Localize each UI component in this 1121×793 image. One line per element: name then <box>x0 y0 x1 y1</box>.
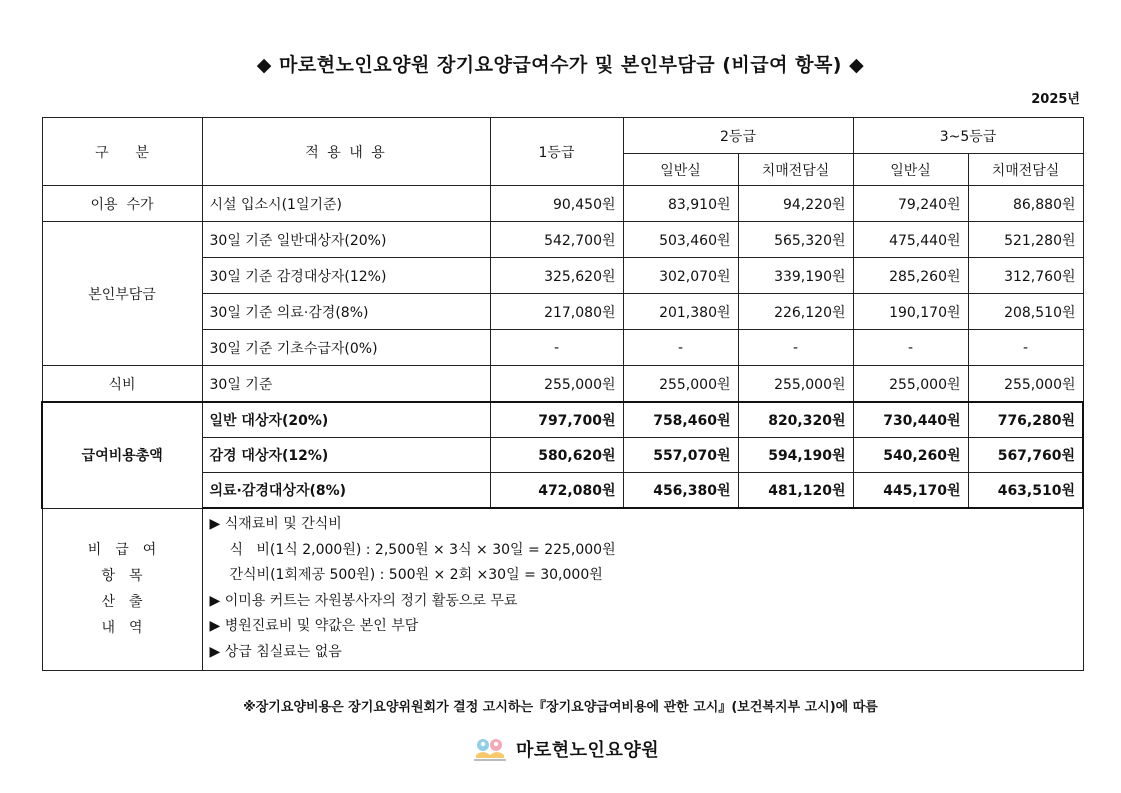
noncovered-label <box>42 508 202 671</box>
usage-value: 86,880원 <box>968 186 1083 222</box>
usage-desc: 시설 입소시(1일기준) <box>202 186 490 222</box>
total-desc: 감경 대상자(12%) <box>202 438 490 473</box>
copay-value: 201,380원 <box>623 294 738 330</box>
header-grade1: 1등급 <box>490 118 623 186</box>
total-row <box>42 402 1083 438</box>
header-grade35: 3~5등급 <box>853 118 1083 154</box>
meal-value: 255,000원 <box>490 366 623 403</box>
copay-value: 302,070원 <box>623 258 738 294</box>
header-grade2-dementia: 치매전담실 <box>738 154 853 186</box>
usage-row <box>42 186 1083 222</box>
total-value: 540,260원 <box>853 438 968 473</box>
copay-value: 339,190원 <box>738 258 853 294</box>
usage-value: 79,240원 <box>853 186 968 222</box>
nursing-home-logo-icon <box>470 735 510 763</box>
total-value: 776,280원 <box>968 402 1083 438</box>
meal-desc: 30일 기준 <box>202 366 490 403</box>
usage-value: 83,910원 <box>623 186 738 222</box>
noncovered-details <box>202 508 1083 671</box>
noncovered-label-line: 비급여 <box>87 542 171 559</box>
header-category: 구 분 <box>42 118 202 186</box>
header-grade2-general: 일반실 <box>623 154 738 186</box>
copay-desc: 30일 기준 일반대상자(20%) <box>202 222 490 258</box>
copay-value: - <box>623 330 738 366</box>
copay-value: 475,440원 <box>853 222 968 258</box>
copay-value: 217,080원 <box>490 294 623 330</box>
copay-desc: 30일 기준 기초수급자(0%) <box>202 330 490 366</box>
noncovered-label-line: 항목 <box>101 568 157 585</box>
copay-label: 본인부담금 <box>42 222 202 366</box>
copay-value: 503,460원 <box>623 222 738 258</box>
total-value: 730,440원 <box>853 402 968 438</box>
copay-value: - <box>853 330 968 366</box>
usage-value: 94,220원 <box>738 186 853 222</box>
header-grade35-general: 일반실 <box>853 154 968 186</box>
total-value: 456,380원 <box>623 473 738 509</box>
meal-value: 255,000원 <box>968 366 1083 403</box>
brand-name: 마로현노인요양원 <box>516 740 660 761</box>
copay-value: 542,700원 <box>490 222 623 258</box>
year-label: 2025년 <box>1031 92 1080 107</box>
header-grade35-dementia: 치매전담실 <box>968 154 1083 186</box>
page-title: ◆ 마로현노인요양원 장기요양급여수가 및 본인부담금 (비급여 항목) ◆ <box>256 54 865 76</box>
copay-value: 190,170원 <box>853 294 968 330</box>
copay-value: 565,320원 <box>738 222 853 258</box>
total-value: 463,510원 <box>968 473 1083 509</box>
meal-label: 식비 <box>42 366 202 403</box>
copay-desc: 30일 기준 감경대상자(12%) <box>202 258 490 294</box>
total-value: 481,120원 <box>738 473 853 509</box>
copay-value: - <box>968 330 1083 366</box>
noncovered-line: ▶ 병원진료비 및 약값은 본인 부담 <box>209 618 419 634</box>
noncovered-line: ▶ 이미용 커트는 자원봉사자의 정기 활동으로 무료 <box>209 592 518 609</box>
total-value: 797,700원 <box>490 402 623 438</box>
brand <box>470 735 659 763</box>
noncovered-row <box>42 508 1083 671</box>
copay-value: 325,620원 <box>490 258 623 294</box>
total-desc: 의료·감경대상자(8%) <box>202 473 490 509</box>
total-value: 758,460원 <box>623 402 738 438</box>
noncovered-line: 간식비(1회제공 500원) : 500원 × 2회 ×30일 = 30,000원 <box>229 567 603 583</box>
noncovered-label-line: 산출 <box>101 594 157 611</box>
noncovered-line: ▶ 상급 침실료는 없음 <box>209 643 342 660</box>
total-value: 557,070원 <box>623 438 738 473</box>
total-value: 580,620원 <box>490 438 623 473</box>
total-value: 820,320원 <box>738 402 853 438</box>
total-value: 567,760원 <box>968 438 1083 473</box>
copay-desc: 30일 기준 의료·감경(8%) <box>202 294 490 330</box>
total-label: 급여비용총액 <box>42 402 202 508</box>
total-value: 594,190원 <box>738 438 853 473</box>
copay-value: 521,280원 <box>968 222 1083 258</box>
copay-value: - <box>490 330 623 366</box>
total-desc: 일반 대상자(20%) <box>202 402 490 438</box>
noncovered-label-line: 내역 <box>101 620 157 637</box>
total-value: 445,170원 <box>853 473 968 509</box>
copay-value: - <box>738 330 853 366</box>
noncovered-line: 식 비(1식 2,000원) : 2,500원 × 3식 × 30일 = 225,000원 <box>229 541 616 558</box>
meal-row <box>42 366 1083 403</box>
copay-value: 285,260원 <box>853 258 968 294</box>
copay-row <box>42 222 1083 258</box>
total-value: 472,080원 <box>490 473 623 509</box>
meal-value: 255,000원 <box>623 366 738 403</box>
header-content: 적 용 내 용 <box>202 118 490 186</box>
copay-value: 226,120원 <box>738 294 853 330</box>
meal-value: 255,000원 <box>853 366 968 403</box>
copay-value: 312,760원 <box>968 258 1083 294</box>
usage-value: 90,450원 <box>490 186 623 222</box>
header-grade2: 2등급 <box>623 118 853 154</box>
header-row-1 <box>42 118 1083 154</box>
usage-label: 이용 수가 <box>42 186 202 222</box>
meal-value: 255,000원 <box>738 366 853 403</box>
copay-value: 208,510원 <box>968 294 1083 330</box>
noncovered-line: ▶ 식재료비 및 간식비 <box>209 516 342 532</box>
footer-note: ※장기요양비용은 장기요양위원회가 결정 고시하는『장기요양급여비용에 관한 고시』(보건복지부 고시)에 따름 <box>243 700 878 715</box>
fee-table <box>41 117 1084 671</box>
